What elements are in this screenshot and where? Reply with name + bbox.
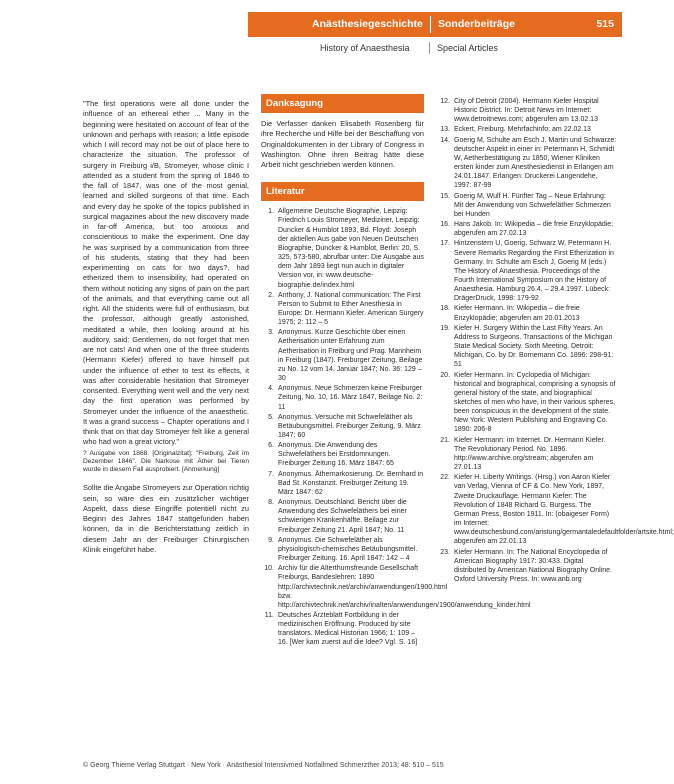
reference-item	[437, 192, 617, 219]
reference-item	[437, 324, 617, 370]
reference-number: 19.	[440, 324, 450, 332]
reference-text: Kiefer Hermann. In: The National Encyclopedia of American Biography 1917: 30:433. Digital distributed by American National Biography Online. Oxford University Press. In: www.anb.org	[454, 548, 612, 583]
reference-text: Goerig M, Schulte am Esch J. Martin und Schwarze: deutscher Aspekt in einer in: Petermann H, Schmidt W, Aetherbestätigung zu 1850, Wiener Kliniken ersten kinder zum Anesthesiedienst in Erlangen am 24.01.1847. Erlangen: Druckerei Langendehe, 1997: 87-99	[454, 136, 617, 190]
reference-number: 20.	[440, 371, 450, 379]
reference-text: Anonymus. Die Anwendung des Schwefeläthers bei Erstdomnungen. Freiburger Zeitung 16. März 1847: 65	[278, 442, 394, 468]
reference-item	[437, 304, 617, 322]
reference-text: Eckert, Freiburg. Mehrfachinfo: am 22.02.13	[454, 126, 591, 134]
reference-item	[261, 328, 424, 383]
reference-number: 5.	[268, 413, 274, 421]
reference-item	[437, 473, 674, 546]
section-title: Anästhesiegeschichte	[312, 18, 423, 30]
reference-text: Anthony, J. National communication: The First Person to Submit to Ether Anesthesia in Europe: Dr. Hermann Kiefer. American Surgery 1975; 2: 112 – 5	[278, 291, 424, 327]
reference-number: 16.	[440, 221, 450, 229]
reference-number: 14.	[440, 136, 450, 144]
reference-text: Kiefer H. Liberty Writings. (Hrsg.) von Aaron Kiefer van Verlag, Vienna of CF & Co. New York, 1897, Zweite Druckauflage. Hermann Kiefer: The Revolution of 1848 Richard G. Burgess. The German Press, Boston 1911. In: (obaigeser Form) im Internet: www.deutschesbund.com/aristung/germantaledefaultfolder/artsite.html; abgerufen am 22.01.13	[454, 474, 674, 546]
reference-text: Hans Jakob. In: Wikipedia – die freie Enzyklopädie; abgerufen am 27.02.13	[454, 221, 614, 238]
english-section-category: Special Articles	[437, 43, 499, 53]
reference-text: City of Detroit (2004). Hermann Kiefer Hospital Historic District. In: Detroit News im Internet: www.detroitnews.com; abgerufen am 13.02.13	[454, 98, 599, 124]
reference-item	[261, 413, 424, 440]
reference-item	[437, 220, 617, 238]
reference-number: 6.	[268, 442, 274, 450]
references-heading: Literatur	[261, 182, 424, 201]
reference-text: Deutsches Ärzteblatt Fortbildung in der medizinischen Eröffnung. Produced by site translators. Medical Historian 1966; 1: 109 – 16. [Wer kam zuerst auf die Idee? Vgl. S. 16]	[278, 611, 418, 647]
reference-item	[437, 371, 617, 435]
reference-text: Anonymus. Neue Schmerzen keine Freiburger Zeitung, No. 10, 16. März 1847, Beilage No. 2: 11	[278, 385, 423, 411]
reference-number: 4.	[268, 385, 274, 393]
reference-item	[437, 136, 617, 191]
reference-item	[261, 536, 424, 563]
reference-number: 13.	[440, 126, 450, 134]
reference-text: Hintzenstern U, Goerig, Schwarz W, Petermann H. Severe Remarks Regarding the First Etherization in Germany. In: Schulte am Esch J, Goerig M (eds.) The History of Anaesthesia. Proceedings of the Fourth International Symposium on the History of Anaesthesia. Hamburg 26.4. – 29.4.1997. Lübeck: DrägerDruck, 1998: 179-92	[454, 240, 614, 303]
reference-number: 17.	[440, 240, 450, 248]
reference-number: 7.	[268, 470, 274, 478]
reference-number: 10.	[264, 565, 274, 573]
reference-item	[261, 611, 424, 648]
reference-text: Anonymus. Versuche mit Schwefeläther als Betäubungsmittel. Freiburger Zeitung, 9. März 1847: 60	[278, 413, 421, 439]
reference-text: Archiv für die Alterthumsfreunde Gesellschaft Freiburgs, Bandeslehren: 1890 http://archivtechnik.net/archiv/anwendungen/1900.html bzw. http://archivtechnik.net/archiv/inalten/anwendungen/1900/anwendung_kinder.html	[278, 565, 531, 609]
english-section-title: History of Anaesthesia	[320, 43, 410, 53]
reference-text: Anonymus. Kurze Geschichte über einen Aetherisation unter Erfahrung zum Aetherisation in Freiburg und Prag. Mannheim in Freiburg (1847). Freiburger Zeitung, Beilage zu No. 12 vom 14. Januar 1847; No. 36: 129 – 30	[278, 329, 423, 383]
reference-list-part-2	[437, 97, 674, 584]
reference-item	[261, 384, 424, 411]
reference-item	[261, 207, 424, 289]
reference-number: 18.	[440, 305, 450, 313]
reference-number: 8.	[268, 499, 274, 507]
reference-number: 2.	[268, 291, 274, 299]
page-footer: © Georg Thieme Verlag Stuttgart · New York · Anästhesiol Intensivmed Notfallmed Schmerzther 2013; 48: 510 – 515	[83, 762, 444, 769]
page-number: 515	[596, 18, 614, 30]
reference-text: Kiefer Hermann: im Internet. Dr. Hermann Kiefer. The Revolutionary Period. No. 1896. http://www.archive.org/stream; abgerufen am 27.01.13	[454, 436, 606, 472]
section-category: Sonderbeiträge	[438, 18, 516, 30]
reference-item	[437, 436, 617, 473]
reference-number: 15.	[440, 192, 450, 200]
reference-item	[437, 239, 617, 303]
reference-number: 9.	[268, 536, 274, 544]
reference-text: Kiefer Hermann. In: Cyclopedia of Michigan: historical and biographical, comprising a synopsis of general history of the state, and biographical sketches of men who have, in their various spheres, been conspicuous in the development of the state. New York: Western Publishing and Engraving Co. 1890: 206-8	[454, 371, 616, 434]
body-column-left	[83, 99, 249, 555]
reference-text: Anonymus. Äthernarkosierung. Dr. Bernhard in Bad St. Konstanzit. Freiburger Zeitung 19. März 1847: 62	[278, 470, 424, 496]
acknowledgement-heading: Danksagung	[261, 94, 424, 113]
reference-item	[437, 97, 617, 124]
reference-number: 22.	[440, 474, 450, 482]
header-divider	[430, 16, 431, 33]
reference-text: Anonymus. Die Schwefeläther als physiologisch-chemisches Betäubungsmittel. Freiburger Zeitung. 16. April 1847: 142 – 4	[278, 536, 418, 563]
reference-number: 1.	[268, 208, 274, 216]
reference-number: 21.	[440, 436, 450, 444]
reference-text: Anonymus. Deutschland. Bericht über die Anwendung des Schwefeläthers bei einer schwierigen Krankenhälfte. Beilage zur Freiburger Zeitung 21. April 1847; No. 11	[278, 499, 407, 534]
header-bar	[248, 12, 622, 37]
reference-number: 23.	[440, 548, 450, 556]
reference-text: Allgemeine Deutsche Biographie, Leipzig: Friedrich Louis Stromeyer, Mediziner, Leipzig: Duncker & Humblot 1893, Bd. Floyd: Joseph der aktiellen Aus gabe von Neuen Deutschen Biographie, Duncker & Humblot, Berlin: 20, S. 325, 573-580, abrufbar unter: Die Ausgabe aus dem Jahr 1893 liegt nun auch in digitaler Version vor, in: www.deutsche-biographie.de/index.html	[278, 208, 424, 289]
reference-item	[261, 470, 424, 497]
reference-item	[261, 498, 424, 535]
reference-number: 3.	[268, 329, 274, 337]
reference-number: 12.	[440, 98, 450, 105]
reference-item	[261, 564, 531, 610]
reference-item	[437, 548, 617, 585]
reference-item	[261, 441, 424, 468]
subheader-divider	[429, 42, 430, 54]
body-column-right	[437, 97, 674, 585]
reference-text: Kiefer Hermann. In: Wikipedia – die freie Enzyklopädie; abgerufen am 20.01.2013	[454, 305, 580, 322]
reference-text: Kiefer H. Surgery Within the Last Fifty Years. An Address to Surgeons. Transactions of the Michigan State Medical Society. Sixth Meeting. Detroit: Michigan, Co. by Dr. Bornemann Co. 1896: 298-91: 51	[454, 324, 614, 369]
footnote: ? Ausgabe von 1868. [Originalzitat]; "Freiburg, Zeit im Dezember 1846". Die Narkose mit Äther bei Tieren wurde in diesem Fall ausprobiert. [Anmerkung]	[83, 449, 249, 474]
reference-item	[437, 125, 617, 134]
reference-number: 11.	[264, 611, 274, 619]
quotation: "The first operations were all done under the influence of an ethereal ether ... Many in the beginning were hesitated on account of fear of the unknown and perhaps with reason; a little episode which I will record may not be out of place here to characterize the situation. The professor of surgery in Freiburg i/B, Stromeyer, whose clinic I attended as a student from the spring of 1846 to the fall of 1847, was one of the most genial, learned and skilled surgeons of that time. Each and every day he spoke of the topics published in surgical magazines about the new discovery made in far-off America, but too anxious and conscientious to make the experiment. One day he was surprised by a communication from three of his students, stating that they had been experimenting on cats for two days?, had etherized them to insensibility, had operated on them without noticing any signs of pain on the part of the animals, and that everything came out all right. All the students were full of enthusiasm, but the professor, although greatly astonished, meditated a while, then looking around at his auditory, said: Gentlemen, do not forget that men are not cats! And when one of the three students (Hermann Kiefer) offered to have himself put under the influence of ether to test its effects, it was after considerable hesitation that Stromeyer consented. Everything went well and the very next day the first operation was performed by Stromeyer under the influence of the anaesthetic. It was a grand success – Chapter operations and I think that on that day Stromeyer felt like a general who had won a great victory."	[83, 99, 249, 447]
reference-item	[261, 291, 424, 328]
acknowledgement-text: Die Verfasser danken Elisabeth Rosenberg für ihre Recherche und Hilfe bei der Beschaffung von Originaldokumenten in der Library of Congress in Washington. Ohne ihren Beitrag hätte diese Arbeit nicht geschrieben werden können.	[261, 119, 424, 169]
reference-text: Goerig M, Wulf H. Fünfter Tag – Neue Erfahrung: Mit der Anwendung von Schwefeläther Schmerzen bei Hunden	[454, 192, 611, 218]
body-paragraph: Sollte die Angabe Stromeyers zur Operation richtig sein, so wäre dies ein zusätzlicher wichtiger Aspekt, dass diese Eingriffe potentiell nicht zu Beginn des Jahres 1847 stattgefunden haben können, da in die Berichterstattung zeitlich in diesem Jahr an der Freiburger Chirurgischen Klinik eingeführt habe.	[83, 483, 249, 554]
